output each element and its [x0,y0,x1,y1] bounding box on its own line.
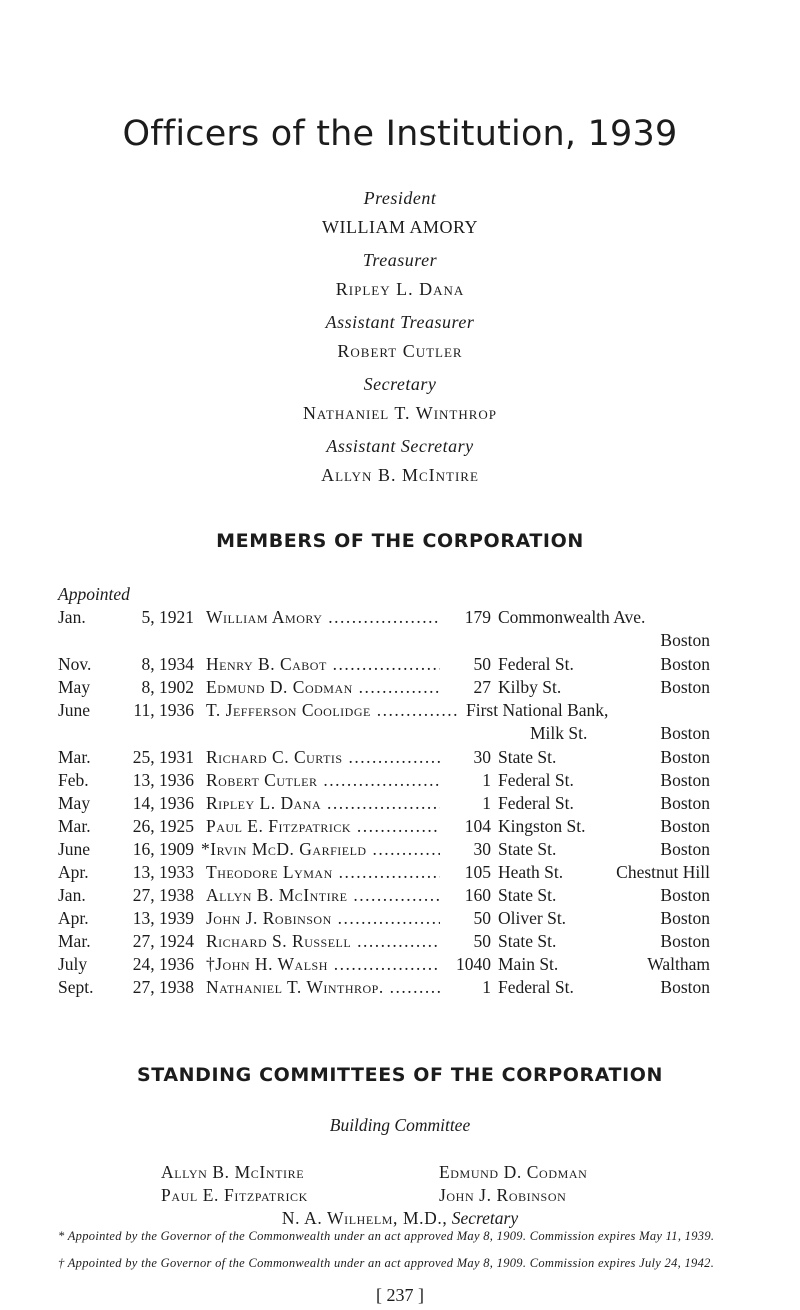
committee-secretary-role: Secretary [451,1208,519,1228]
member-name: Richard S. Russell ..... [206,931,460,952]
member-street: State St. [498,885,557,905]
member-month: Nov. [58,654,92,674]
member-city: Boston [660,977,710,997]
member-city: Boston [660,723,710,743]
member-city: Boston [660,630,710,650]
member-street: Federal St. [498,977,574,997]
officer-role: President [363,188,437,208]
member-city: Boston [660,770,710,790]
officer-role: Assistant Treasurer [325,312,475,332]
member-number: 104 [440,816,491,837]
member-month: July [58,954,88,974]
members-heading: MEMBERS OF THE CORPORATION [216,530,584,552]
footnote: † Appointed by the Governor of the Commonwealth under an act approved May 8, 1909. Commission expires July 24, 1942. [58,1256,715,1270]
member-month: Mar. [58,931,91,951]
member-date: 13, 1936 [132,770,194,790]
officer-assistant-secretary [0,436,800,486]
page-number: [ 237 ] [376,1285,424,1305]
member-date: 8, 1902 [141,677,194,697]
member-street: Federal St. [498,793,574,813]
officer-role: Secretary [363,374,437,394]
member-street: Main St. [498,954,559,974]
officer-assistant-treasurer [0,312,800,362]
committee-member: John J. Robinson [439,1185,567,1205]
committee-name: Building Committee [329,1115,471,1135]
member-city: Chestnut Hill [616,862,710,882]
committee-member: Allyn B. McIntire [161,1162,305,1182]
member-month: Mar. [58,747,91,767]
officer-role: Assistant Secretary [326,436,474,456]
member-name: Nathaniel T. Winthrop. ..... [206,977,460,998]
officer-name: Allyn B. McIntire [321,465,479,485]
member-name: T. Jefferson Coolidge ..... [206,700,460,721]
member-month: Apr. [58,908,89,928]
member-month: June [58,839,91,859]
member-month: May [58,677,91,697]
member-street: Kingston St. [498,816,586,836]
member-row [0,839,800,863]
officer-name: Robert Cutler [337,341,463,361]
member-row [0,908,800,932]
member-date: 8, 1934 [141,654,194,674]
officer-role: Treasurer [362,250,438,270]
member-number: 50 [440,654,491,675]
member-date: 5, 1921 [141,607,194,627]
member-number: 1 [440,770,491,791]
member-row [0,654,800,678]
member-number: 50 [440,908,491,929]
officer-name: WILLIAM AMORY [322,217,478,237]
member-row [0,607,800,631]
member-number: 179 [440,607,491,628]
member-city: Waltham [647,954,710,974]
member-name: William Amory ..... [206,607,460,628]
member-name: *Irvin McD. Garfield ..... [201,839,455,860]
member-name: Richard C. Curtis ..... [206,747,460,768]
member-city: Boston [660,908,710,928]
member-street: State St. [498,931,557,951]
member-row [0,931,800,955]
member-month: May [58,793,91,813]
member-city: Boston [660,885,710,905]
member-row [0,885,800,909]
member-name: Allyn B. McIntire ..... [206,885,460,906]
member-street: Heath St. [498,862,564,882]
member-row [0,770,800,794]
member-name: Robert Cutler ..... [206,770,460,791]
member-date: 14, 1936 [132,793,194,813]
member-street: State St. [498,839,557,859]
member-street: Milk St. [530,723,588,743]
member-row [0,954,800,978]
member-city: Boston [660,839,710,859]
member-month: Jan. [58,607,86,627]
member-date: 25, 1931 [132,747,194,767]
member-name: Ripley L. Dana ..... [206,793,460,814]
page-title: Officers of the Institution, 1939 [122,114,678,154]
member-date: 24, 1936 [132,954,194,974]
member-number: 1 [440,793,491,814]
member-row [0,977,800,1001]
member-row [0,677,800,701]
member-name: Paul E. Fitzpatrick ..... [206,816,460,837]
member-month: Jan. [58,885,86,905]
member-number: 105 [440,862,491,883]
member-city: Boston [660,747,710,767]
member-month: Mar. [58,816,91,836]
member-month: Sept. [58,977,94,997]
member-row [0,793,800,817]
officer-president [0,188,800,238]
member-date: 13, 1933 [132,862,194,882]
member-date: 27, 1938 [132,885,194,905]
officer-treasurer [0,250,800,300]
committees-heading: STANDING COMMITTEES OF THE CORPORATION [136,1064,664,1086]
member-name: Theodore Lyman ..... [206,862,460,883]
footnote: * Appointed by the Governor of the Commonwealth under an act approved May 8, 1909. Commission expires May 11, 1939. [58,1229,715,1243]
member-city: Boston [660,654,710,674]
member-number: 30 [440,839,491,860]
committee-secretary-name: N. A. Wilhelm, M.D., [281,1208,448,1228]
member-number: 1 [440,977,491,998]
member-city: Boston [660,816,710,836]
member-month: June [58,700,91,720]
member-name: Henry B. Cabot ..... [206,654,460,675]
member-street: Oliver St. [498,908,567,928]
member-row [0,862,800,886]
member-date: 16, 1909 [132,839,194,859]
member-city: Boston [660,677,710,697]
member-number: 1040 [440,954,491,975]
member-street: Commonwealth Ave. [498,607,646,627]
member-date: 27, 1938 [132,977,194,997]
member-month: Apr. [58,862,89,882]
appointed-label: Appointed [58,584,130,604]
member-row [0,816,800,840]
member-name: †John H. Walsh ..... [206,954,460,975]
member-row [0,747,800,771]
member-row [0,700,800,724]
committee-secretary [0,1208,800,1229]
member-address: First National Bank, [466,700,609,720]
member-date: 13, 1939 [132,908,194,928]
officer-name: Ripley L. Dana [335,279,465,299]
committee-member: Paul E. Fitzpatrick [161,1185,308,1205]
member-date: 27, 1924 [132,931,194,951]
member-number: 50 [440,931,491,952]
officer-name: Nathaniel T. Winthrop [302,403,498,423]
member-street: Kilby St. [498,677,562,697]
member-city: Boston [660,793,710,813]
member-month: Feb. [58,770,89,790]
member-number: 27 [440,677,491,698]
member-number: 30 [440,747,491,768]
committee-member: Edmund D. Codman [439,1162,588,1182]
member-name: John J. Robinson ..... [206,908,460,929]
member-number: 160 [440,885,491,906]
member-street: Federal St. [498,654,574,674]
member-street: Federal St. [498,770,574,790]
member-date: 11, 1936 [133,700,194,720]
member-name: Edmund D. Codman ..... [206,677,460,698]
member-street: State St. [498,747,557,767]
member-date: 26, 1925 [132,816,194,836]
member-city: Boston [660,931,710,951]
officer-secretary [0,374,800,424]
